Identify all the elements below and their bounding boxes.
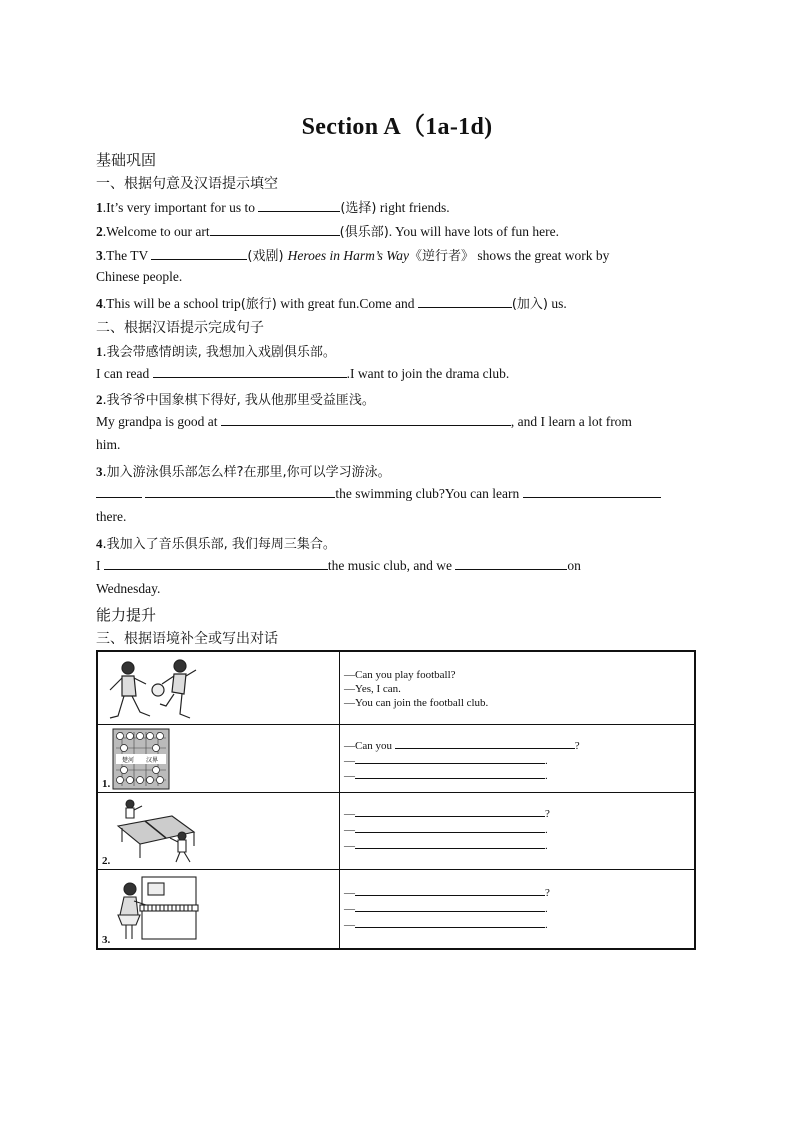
exercise2-item-1-chinese: 1.我会带感情朗读, 我想加入戏剧俱乐部。 <box>96 344 336 360</box>
answer-blank[interactable] <box>104 557 328 570</box>
answer-blank[interactable] <box>523 485 661 498</box>
answer-blank[interactable] <box>395 739 575 749</box>
answer-blank[interactable] <box>355 918 545 928</box>
picture-cell <box>97 792 340 869</box>
dialogue-table <box>96 650 696 950</box>
dialogue-2-line-1: — ? <box>344 807 550 820</box>
football-players-illustration <box>100 654 220 724</box>
table-row-2 <box>97 792 695 869</box>
row-number: 3. <box>102 934 111 946</box>
answer-blank[interactable] <box>418 295 512 308</box>
example-line-1: —Can you play football? <box>344 669 456 681</box>
chess-label-left: 楚河 <box>122 756 135 764</box>
exercise2-item-3-chinese: 3.加入游泳俱乐部怎么样?在那里,你可以学习游泳。 <box>96 464 391 480</box>
exercise1-item-3-continued: Chinese people. <box>96 269 183 284</box>
dialogue-3-line-2: — . <box>344 902 548 915</box>
example-line-3: —You can join the football club. <box>344 697 489 709</box>
dialogue-cell-3 <box>340 869 696 949</box>
picture-cell <box>97 869 340 949</box>
chess-label-right: 汉界 <box>146 756 159 764</box>
exercise2-item-2-english: My grandpa is good at , and I learn a lot from <box>96 414 632 429</box>
exercise2-item-2-continued: him. <box>96 437 121 452</box>
exercise2-item-1-english: I can read .I want to join the drama club. <box>96 366 510 381</box>
piano-player-illustration <box>112 873 202 945</box>
example-line-2: —Yes, I can. <box>344 683 401 695</box>
exercise2-item-2-chinese: 2.我爷爷中国象棋下得好, 我从他那里受益匪浅。 <box>96 392 375 408</box>
picture-cell <box>97 651 340 724</box>
exercise2-item-3-english: the swimming club?You can learn <box>96 485 698 502</box>
exercise1-item-3: 3.The TV (戏剧) Heroes in Harm’s Way《逆行者》 shows the great work by <box>96 248 610 264</box>
answer-blank[interactable] <box>455 557 567 570</box>
dialogue-cell-2 <box>340 792 696 869</box>
section-heading-basic: 基础巩固 <box>96 151 157 169</box>
answer-blank[interactable] <box>210 223 340 236</box>
chinese-chess-board-illustration <box>112 728 170 790</box>
exercise-heading-3: 三、根据语境补全或写出对话 <box>96 631 278 647</box>
row-number: 2. <box>102 854 111 867</box>
answer-blank[interactable] <box>355 902 545 912</box>
answer-blank[interactable] <box>221 413 511 426</box>
answer-blank[interactable] <box>355 769 545 779</box>
answer-blank[interactable] <box>355 754 545 764</box>
dialogue-1-line-3: — . <box>344 769 548 782</box>
exercise2-item-4-chinese: 4.我加入了音乐俱乐部, 我们每周三集合。 <box>96 536 336 552</box>
answer-blank[interactable] <box>145 485 335 498</box>
exercise2-item-4-english: I the music club, and we on <box>96 558 581 573</box>
page-title: Section A（1a-1d) <box>301 114 493 140</box>
dialogue-1-line-2: — . <box>344 754 548 767</box>
dialogue-3-line-3: — . <box>344 918 548 931</box>
example-dialogue-cell <box>340 651 696 724</box>
dialogue-cell-1 <box>340 724 696 792</box>
table-row-1 <box>97 724 695 792</box>
table-row-example <box>97 651 695 724</box>
dialogue-2-line-3: — . <box>344 839 548 852</box>
answer-blank[interactable] <box>355 823 545 833</box>
exercise1-item-1: 1.It’s very important for us to (选择) right friends. <box>96 200 450 216</box>
dialogue-3-line-1: — ? <box>344 886 550 899</box>
table-tennis-illustration <box>112 796 202 866</box>
exercise-heading-2: 二、根据汉语提示完成句子 <box>96 320 264 336</box>
section-heading-ability: 能力提升 <box>96 606 157 624</box>
answer-blank[interactable] <box>355 886 545 896</box>
exercise-heading-1: 一、根据句意及汉语提示填空 <box>96 176 278 192</box>
table-row-3 <box>97 869 695 949</box>
answer-blank[interactable] <box>151 247 247 260</box>
exercise2-item-4-continued: Wednesday. <box>96 581 161 596</box>
answer-blank[interactable] <box>355 807 545 817</box>
answer-blank[interactable] <box>258 199 340 212</box>
answer-blank[interactable] <box>153 365 347 378</box>
exercise1-item-4: 4.This will be a school trip(旅行) with great fun.Come and (加入) us. <box>96 296 567 312</box>
answer-blank[interactable] <box>355 839 545 849</box>
picture-cell <box>97 724 340 792</box>
answer-blank[interactable] <box>96 485 142 498</box>
exercise2-item-3-continued: there. <box>96 509 127 524</box>
dialogue-1-line-1: —Can you ? <box>344 739 580 752</box>
row-number: 1. <box>102 777 111 790</box>
exercise1-item-2: 2.Welcome to our art (俱乐部). You will have lots of fun here. <box>96 224 560 240</box>
dialogue-2-line-2: — . <box>344 823 548 836</box>
